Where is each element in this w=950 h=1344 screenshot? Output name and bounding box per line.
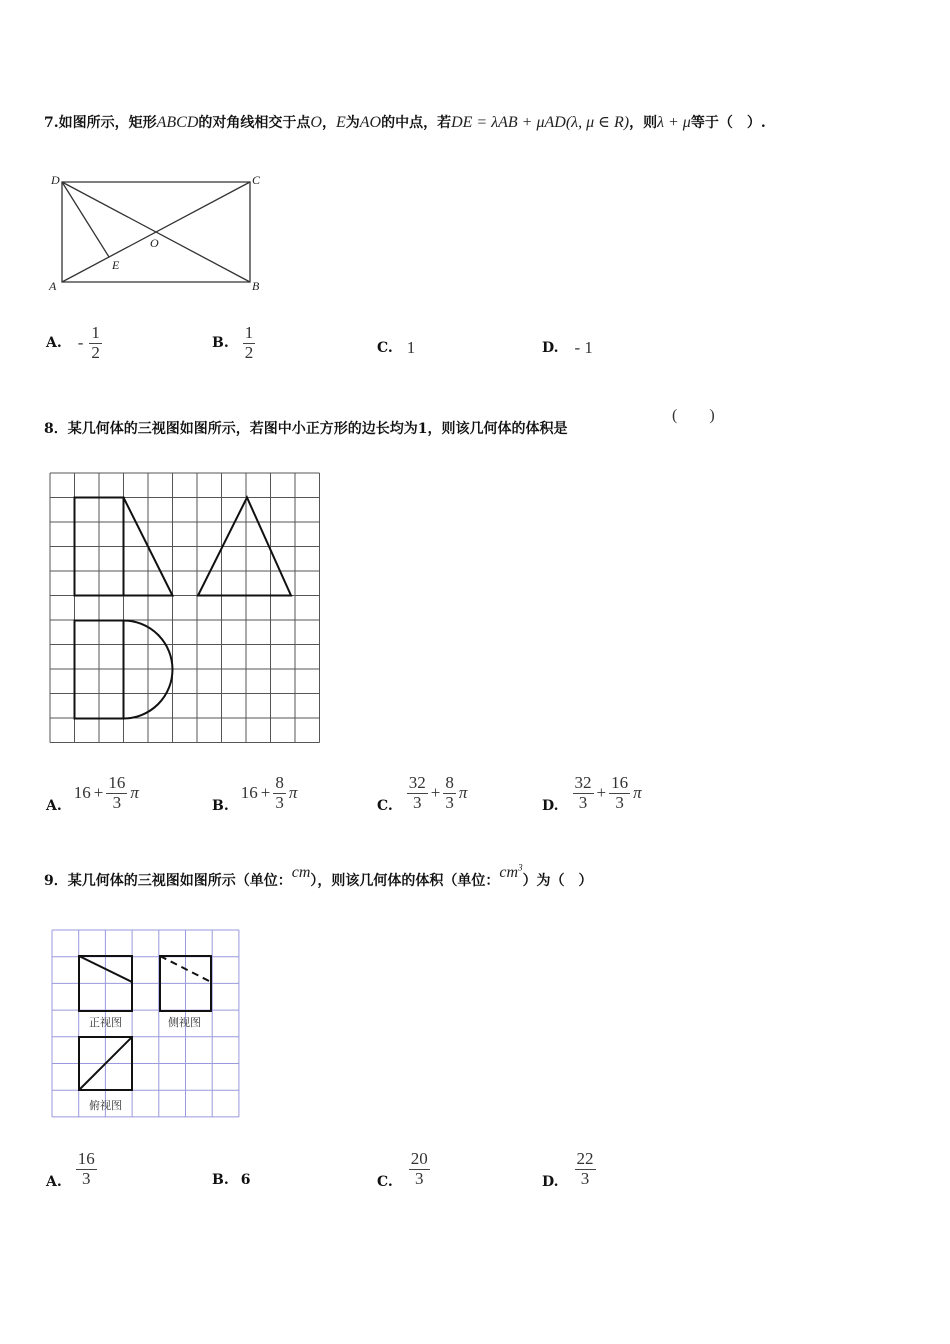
label-b: B bbox=[252, 279, 260, 293]
question-9-stem: 9．某几何体的三视图如图所示（单位：cm），则该几何体的体积（单位：$cm^3$）为（ ） bbox=[44, 862, 593, 889]
grid-lines bbox=[50, 473, 320, 743]
segment-de bbox=[62, 182, 109, 257]
question-8-paren: ( ) bbox=[672, 407, 715, 424]
side-view-label: 侧视图 bbox=[168, 1017, 201, 1029]
fraction: $\frac{16}{3}$ bbox=[77, 1148, 95, 1188]
question-7-stem: 7.如图所示，矩形ABCD的对角线相交于点O，E为AO的中点，若DE = λAB + μAD(λ, μ ∈ R)，则λ + μ等于（ ）. bbox=[44, 114, 766, 131]
q9-option-b[interactable]: B. 6 bbox=[212, 1172, 251, 1188]
q8-option-d[interactable]: D. $\frac{32}{3}$ + $\frac{16}{3}$ π bbox=[542, 772, 642, 814]
label-d: D bbox=[51, 173, 60, 187]
label-a: A bbox=[49, 279, 57, 293]
rectangle-figure bbox=[44, 168, 274, 298]
q8-option-c[interactable]: C. $\frac{32}{3}$ + $\frac{8}{3}$ π bbox=[377, 772, 468, 814]
q9-option-d[interactable]: D. $\frac{22}{3}$ bbox=[542, 1148, 594, 1190]
fraction: $\frac{22}{3}$ bbox=[576, 1148, 594, 1188]
q9-option-a[interactable]: A. $\frac{16}{3}$ bbox=[46, 1148, 95, 1190]
q7-option-a[interactable]: A. - $\frac{1}{2}$ bbox=[46, 322, 100, 362]
q7-option-d[interactable]: D. - 1 bbox=[542, 338, 593, 357]
label-e: E bbox=[112, 258, 120, 272]
q8-option-a[interactable]: A. 16 + $\frac{16}{3}$ π bbox=[46, 772, 139, 814]
label-c: C bbox=[252, 173, 261, 187]
fraction: $\frac{1}{2}$ bbox=[91, 322, 100, 362]
label-o: O bbox=[150, 236, 159, 250]
top-view-label: 俯视图 bbox=[89, 1100, 122, 1112]
three-view-cm-figure bbox=[44, 924, 244, 1122]
q7-option-c[interactable]: C. 1 bbox=[377, 338, 416, 357]
q9-option-c[interactable]: C. $\frac{20}{3}$ bbox=[377, 1148, 428, 1190]
question-7-number: 7. bbox=[44, 115, 59, 131]
question-8-stem: 8．某几何体的三视图如图所示，若图中小正方形的边长均为1，则该几何体的体积是 bbox=[44, 421, 568, 437]
fraction: $\frac{1}{2}$ bbox=[244, 322, 254, 362]
front-view-label: 正视图 bbox=[89, 1017, 122, 1029]
three-view-grid-figure bbox=[44, 468, 326, 752]
fraction: $\frac{20}{3}$ bbox=[410, 1148, 428, 1188]
q7-option-b[interactable]: B. $\frac{1}{2}$ bbox=[212, 322, 254, 362]
q8-option-b[interactable]: B. 16 + $\frac{8}{3}$ π bbox=[212, 772, 298, 814]
